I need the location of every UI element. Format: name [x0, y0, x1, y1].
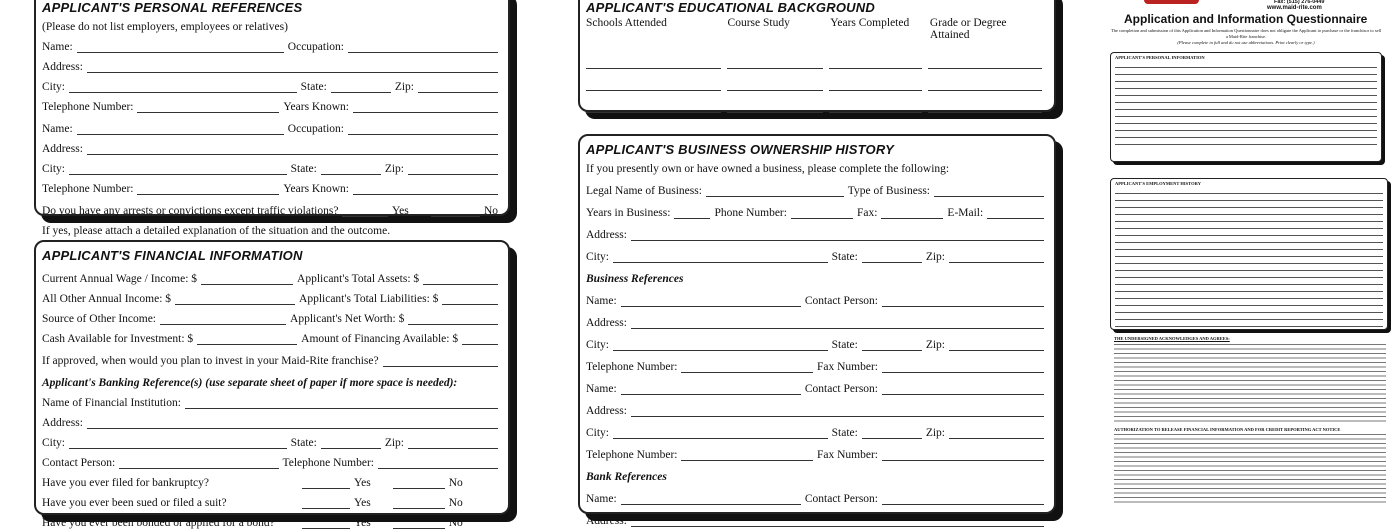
business-city-field[interactable]: [613, 250, 828, 263]
sued-yes-field[interactable]: [302, 496, 350, 509]
ref1-name-field[interactable]: [77, 40, 284, 53]
bankref-address-field[interactable]: [631, 514, 1044, 527]
thumb-line: [1115, 75, 1377, 82]
ref2-years-known-field[interactable]: [353, 182, 498, 195]
business-zip-field[interactable]: [949, 250, 1044, 263]
education-column-headers: Schools Attended Course Study Years Completed Grade or Degree Attained: [586, 17, 1007, 41]
ref2-address-field[interactable]: [87, 142, 498, 155]
logo-mark: [1144, 0, 1199, 4]
thumb-dense-text: [1114, 434, 1386, 504]
thumb-line: [1115, 229, 1383, 236]
total-liabilities-field[interactable]: [442, 292, 498, 305]
thumb-line: [1115, 138, 1377, 145]
business-state-field[interactable]: [862, 250, 922, 263]
thumb-line: [1115, 131, 1377, 138]
thumb-intro: The completion and submission of this Application and Information Questionnaire does not obligate the Applicant to purchase or the franchisor to sell a Maid-Rite franchise.: [1110, 28, 1382, 39]
thumb-website: www.maid-rite.com: [1267, 5, 1322, 11]
thumb-agreement-text: THE UNDERSIGNED ACKNOWLEDGES AND AGREES: AUTHORIZATION TO RELEASE FINANCIAL INFORMATION AND FOR CREDIT REPORTING ACT NOTICE: [1114, 336, 1386, 500]
bizref2-name-field[interactable]: [621, 382, 801, 395]
thumb-line: [1115, 243, 1383, 250]
personal-note: (Please do not list employers, employees or relatives): [42, 21, 288, 33]
thumb-title: Application and Information Questionnaire: [1124, 12, 1368, 26]
thumb-instructions: (Please complete in full and do not use abbreviations. Print clearly or type.): [1177, 40, 1315, 45]
legal-name-field[interactable]: [706, 184, 844, 197]
business-ownership-title: APPLICANT'S BUSINESS OWNERSHIP HISTORY: [586, 142, 895, 157]
education-row: [586, 91, 1048, 113]
ref1-years-known-field[interactable]: [353, 100, 498, 113]
invest-timing-field[interactable]: [383, 354, 498, 367]
education-row: [586, 41, 1048, 69]
ref2-name-row: Name: Occupation:: [42, 113, 502, 135]
ref2-name-field[interactable]: [77, 122, 284, 135]
business-ownership-panel: APPLICANT'S BUSINESS OWNERSHIP HISTORY If you presently own or have owned a business, please complete the following: Legal Name of Business: Type of Business: Years in Business: Phone Number: Fax: E-Mail: Address: City: State: Zip: Business References Name: Contact Person: Address: City: State: Zip: Telephone Number: Fax Number: Name: Contact Person: Address: City: State: Zip: Telephone Number: Fax Number: Bank References Name: Contact Person: Address:: [578, 134, 1056, 514]
bizref2-address-field[interactable]: [631, 404, 1044, 417]
bizref1-name-field[interactable]: [621, 294, 801, 307]
thumb-line: [1115, 208, 1383, 215]
personal-references-panel: APPLICANT'S PERSONAL REFERENCES (Please do not list employers, employees or relatives) Name: Occupation: Address: City: State: Zip: Telephone Number: Years Known: Name: Occupation: Address: City: State: Zip: Telephone Number: Years Known: Do you have any arrests or convictions except traffic violations? Yes No If yes, please attach a detailed explanation of the situation and the outcome.: [34, 0, 510, 216]
bizref2-zip-field[interactable]: [949, 426, 1044, 439]
ref1-city-field[interactable]: [69, 80, 297, 93]
grade-field[interactable]: [928, 100, 1042, 113]
bizref2-phone-field[interactable]: [681, 448, 813, 461]
years-in-business-field[interactable]: [674, 206, 710, 219]
arrests-note: If yes, please attach a detailed explanation of the situation and the outcome.: [42, 225, 391, 237]
thumb-line: [1115, 271, 1383, 278]
school-field[interactable]: [586, 78, 721, 91]
financial-information-title: APPLICANT'S FINANCIAL INFORMATION: [42, 248, 303, 263]
bank-contact-field[interactable]: [119, 456, 278, 469]
bank-address-field[interactable]: [87, 416, 498, 429]
thumb-line: [1115, 201, 1383, 208]
thumb-line: [1115, 68, 1377, 75]
school-field[interactable]: [586, 56, 721, 69]
page-one-thumbnail[interactable]: [1104, 0, 1394, 500]
thumb-line: [1115, 292, 1383, 299]
arrests-question: Do you have any arrests or convictions except traffic violations?: [42, 205, 339, 217]
course-field[interactable]: [727, 78, 823, 91]
banking-reference-heading: Applicant's Banking Reference(s) (use separate sheet of paper if more space is needed):: [42, 377, 458, 389]
thumb-line: [1115, 110, 1377, 117]
course-field[interactable]: [727, 100, 823, 113]
bizref1-contact-field[interactable]: [882, 294, 1044, 307]
bizref2-contact-field[interactable]: [882, 382, 1044, 395]
ref2-city-field[interactable]: [69, 162, 287, 175]
thumb-fax: Fax: (515) 276-0449: [1274, 0, 1325, 5]
thumb-personal-info-box: APPLICANT'S PERSONAL INFORMATION: [1110, 52, 1382, 162]
bond-yes-field[interactable]: [302, 516, 350, 529]
ref1-phone-field[interactable]: [137, 100, 279, 113]
bizref1-city-field[interactable]: [613, 338, 828, 351]
bizref1-state-field[interactable]: [862, 338, 922, 351]
ref1-state-field[interactable]: [331, 80, 391, 93]
business-type-field[interactable]: [934, 184, 1044, 197]
source-other-income-field[interactable]: [160, 312, 286, 325]
thumb-line: [1115, 306, 1383, 313]
thumb-line: [1115, 117, 1377, 124]
ref2-zip-field[interactable]: [408, 162, 498, 175]
ref2-occupation-field[interactable]: [348, 122, 498, 135]
bizref2-fax-field[interactable]: [882, 448, 1044, 461]
business-address-field[interactable]: [631, 228, 1044, 241]
thumb-line: [1115, 257, 1383, 264]
ref2-phone-field[interactable]: [137, 182, 279, 195]
bank-city-field[interactable]: [69, 436, 287, 449]
bankruptcy-yes-field[interactable]: [302, 476, 350, 489]
thumb-line: [1115, 61, 1377, 68]
grade-field[interactable]: [928, 78, 1042, 91]
ref1-occupation-field[interactable]: [348, 40, 498, 53]
bank-references-heading: Bank References: [586, 471, 667, 483]
educational-background-panel: [578, 0, 1056, 112]
course-field[interactable]: [727, 56, 823, 69]
cash-available-field[interactable]: [197, 332, 297, 345]
bank-zip-field[interactable]: [408, 436, 498, 449]
personal-references-title: APPLICANT'S PERSONAL REFERENCES: [42, 0, 303, 15]
bankref-name-field[interactable]: [621, 492, 801, 505]
thumb-line: [1115, 187, 1383, 194]
years-field[interactable]: [829, 56, 922, 69]
bizref1-fax-field[interactable]: [882, 360, 1044, 373]
business-email-field[interactable]: [987, 206, 1044, 219]
bizref1-zip-field[interactable]: [949, 338, 1044, 351]
thumb-line: [1115, 250, 1383, 257]
thumb-line: [1115, 124, 1377, 131]
bankref-contact-field[interactable]: [882, 492, 1044, 505]
thumb-line: [1115, 194, 1383, 201]
bankruptcy-no-field[interactable]: [393, 476, 445, 489]
institution-name-field[interactable]: [185, 396, 498, 409]
grade-field[interactable]: [928, 56, 1042, 69]
ref1-name-row: Name: Occupation:: [42, 33, 502, 53]
thumb-line: [1115, 285, 1383, 292]
thumb-line: [1115, 215, 1383, 222]
business-fax-field[interactable]: [881, 206, 943, 219]
bond-no-field[interactable]: [393, 516, 445, 529]
thumb-line: [1115, 82, 1377, 89]
thumb-line: [1115, 236, 1383, 243]
thumb-line: [1115, 320, 1383, 327]
thumb-line: [1115, 299, 1383, 306]
bizref2-city-field[interactable]: [613, 426, 828, 439]
other-income-field[interactable]: [175, 292, 295, 305]
bank-state-field[interactable]: [321, 436, 381, 449]
years-field[interactable]: [829, 100, 922, 113]
bank-phone-field[interactable]: [378, 456, 498, 469]
business-references-heading: Business References: [586, 273, 684, 285]
ref2-state-field[interactable]: [321, 162, 381, 175]
net-worth-field[interactable]: [408, 312, 498, 325]
sued-no-field[interactable]: [393, 496, 445, 509]
thumb-line: [1115, 313, 1383, 320]
bizref1-address-field[interactable]: [631, 316, 1044, 329]
financing-available-field[interactable]: [462, 332, 498, 345]
education-row: [586, 69, 1048, 91]
bizref2-state-field[interactable]: [862, 426, 922, 439]
school-field[interactable]: [586, 100, 721, 113]
financial-information-panel: APPLICANT'S FINANCIAL INFORMATION Current Annual Wage / Income: $ Applicant's Total Assets: $ All Other Annual Income: $ Applicant's Total Liabilities: $ Source of Other Income: Applicant's Net Worth: $ Cash Available for Investment: $ Amount of Financing Available: $ If approved, when would you plan to invest in your Maid-Rite franchise? Applicant's Banking Reference(s) (use separate sheet of paper if more space is needed): Name of Financial Institution: Address: City: State: Zip: Contact Person: Telephone Number: Have you ever filed for bankruptcy? Yes No Have you ever been sued or filed a suit? Yes No Have you ever been bonded or applied for a bond? Yes No: [34, 240, 510, 515]
thumb-line: [1115, 264, 1383, 271]
arrests-yes-field[interactable]: [342, 204, 387, 217]
thumb-line: [1115, 96, 1377, 103]
ref1-address-field[interactable]: [87, 60, 498, 73]
bizref1-phone-field[interactable]: [681, 360, 813, 373]
thumb-line: [1115, 89, 1377, 96]
business-phone-field[interactable]: [791, 206, 853, 219]
thumb-line: [1115, 278, 1383, 285]
arrests-no-field[interactable]: [431, 204, 480, 217]
educational-background-title: APPLICANT'S EDUCATIONAL BACKGROUND: [586, 0, 875, 15]
thumb-line: [1115, 103, 1377, 110]
thumb-line: [1115, 222, 1383, 229]
thumb-employment-box: APPLICANT'S EMPLOYMENT HISTORY: [1110, 178, 1388, 330]
total-assets-field[interactable]: [423, 272, 498, 285]
ref1-zip-field[interactable]: [418, 80, 498, 93]
years-field[interactable]: [829, 78, 922, 91]
wage-field[interactable]: [201, 272, 293, 285]
thumb-dense-text: [1114, 344, 1386, 424]
